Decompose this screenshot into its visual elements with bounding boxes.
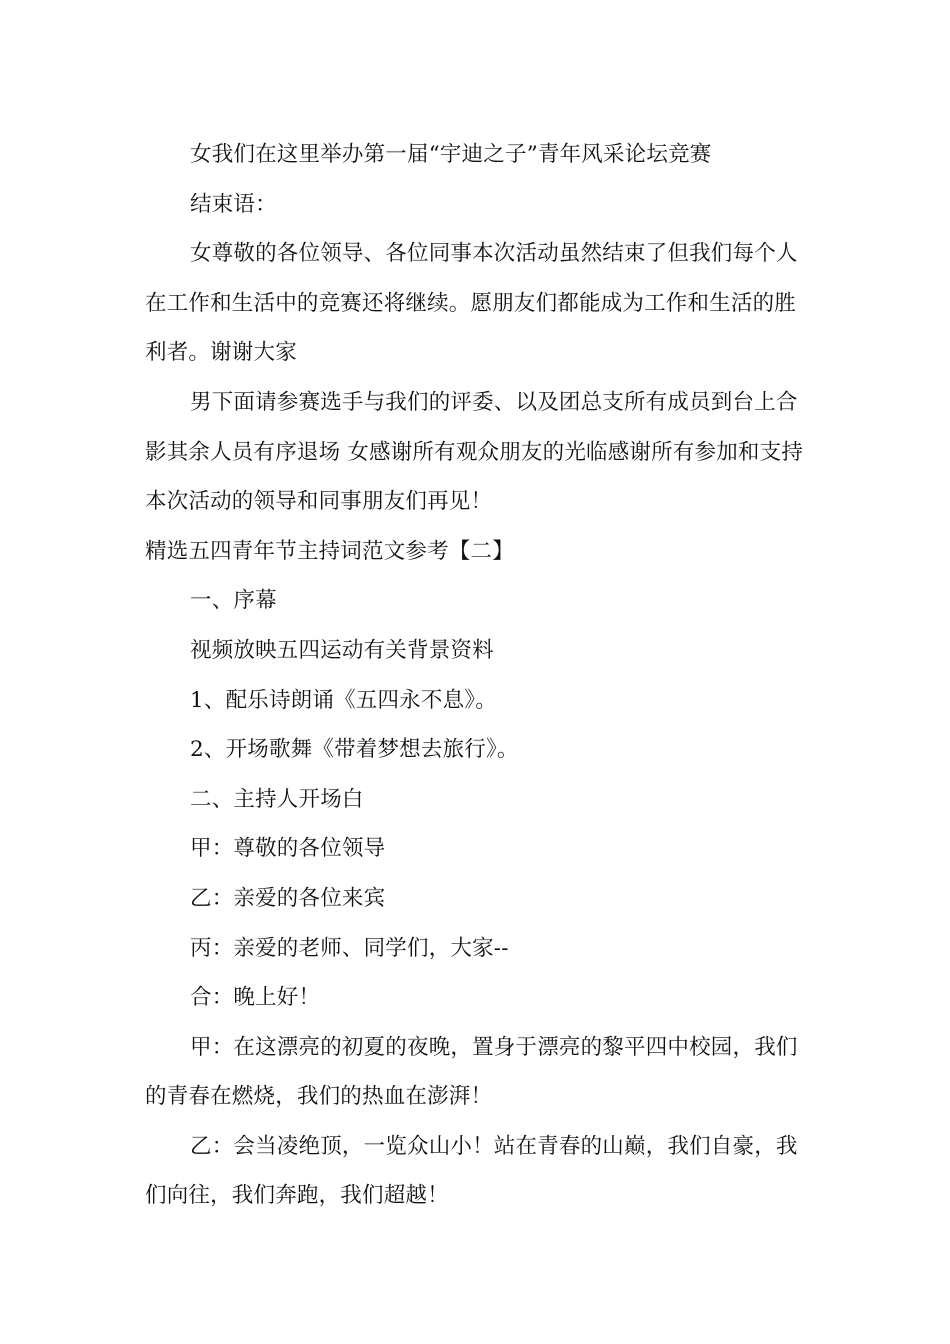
paragraph-group-photo: 男下面请参赛选手与我们的评委、以及团总支所有成员到台上合影其余人员有序退场 女感谢所有观众朋友的光临感谢所有参加和支持本次活动的领导和同事朋友们再见！ (145, 389, 804, 515)
paragraph-closing-remarks: 女尊敬的各位领导、各位同事本次活动虽然结束了但我们每个人在工作和生活中的竞赛还将继续。愿朋友们都能成为工作和生活的胜利者。谢谢大家 (145, 241, 798, 366)
paragraph-all-greeting: 合：晚上好！ (190, 985, 321, 1011)
paragraph-host-b-greeting: 乙：亲爱的各位来宾 (190, 885, 386, 911)
paragraph-prelude-heading: 一、序幕 (190, 588, 277, 614)
document-body (145, 130, 810, 1221)
paragraph-host-heading: 二、主持人开场白 (190, 786, 364, 812)
paragraph-closing-heading: 结束语： (190, 191, 277, 217)
paragraph-host-a-evening: 甲：在这漂亮的初夏的夜晚，置身于漂亮的黎平四中校园，我们的青春在燃烧，我们的热血在澎湃！ (145, 1034, 798, 1110)
paragraph-host-b-summit: 乙：会当凌绝顶，一览众山小！站在青春的山巅，我们自豪，我们向往，我们奔跑，我们超越！ (145, 1133, 798, 1209)
paragraph-forum-intro: 女我们在这里举办第一届“宇迪之子”青年风采论坛竞赛 (190, 142, 712, 167)
section-title: 精选五四青年节主持词范文参考【二】 (145, 538, 514, 564)
paragraph-dance: 2、开场歌舞《带着梦想去旅行》。 (190, 737, 519, 763)
paragraph-host-c-greeting: 丙：亲爱的老师、同学们，大家-- (190, 935, 509, 961)
paragraph-video: 视频放映五四运动有关背景资料 (190, 637, 494, 663)
paragraph-host-a-greeting: 甲：尊敬的各位领导 (190, 836, 386, 862)
paragraph-poem: 1、配乐诗朗诵《五四永不息》。 (190, 687, 497, 713)
